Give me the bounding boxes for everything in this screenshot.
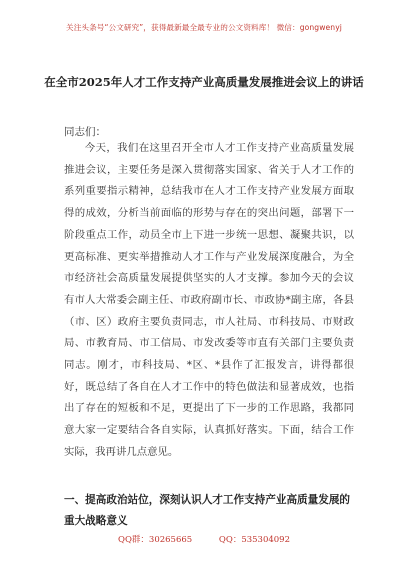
- footer-qq: QQ：535304092: [218, 535, 290, 545]
- footer-qq-group: QQ群：30265665: [117, 535, 193, 545]
- body-paragraph-container: [64, 138, 354, 464]
- body-paragraph: 今天，我们在这里召开全市人才工作支持产业高质量发展推进会议，主要任务是深入贯彻落实国家、省关于人才工作的系列重要指示精神，总结我市在人才工作支持产业发展方面取得的成效，分析当前面临的形势与存在的突出问题，部署下一阶段重点工作，动员全市上下进一步统一思想、凝聚共识，以更高标准、更实举措推动人才工作与产业发展深度融合，为全市经济社会高质量发展提供坚实的人才支撑。参加今天的会议有市人大常委会副主任、市政府副市长、市政协*副主席，各县（市、区）政府主要负责同志，市人社局、市科技局、市财政局、市教育局、市工信局、市发改委等市直有关部门主要负责同志。刚才，市科技局、*区、*县作了汇报发言，讲得都很好，既总结了各自在人才工作中的特色做法和显著成效，也指出了存在的短板和不足，更提出了下一步的工作思路，我都同意大家一定要结合各自实际，认真抓好落实。下面，结合工作实际，我再讲几点意见。: [64, 142, 354, 458]
- document-title: 在全市2025年人才工作支持产业高质量发展推进会议上的讲话: [44, 75, 364, 89]
- section-heading: 一、提高政治站位，深刻认识人才工作支持产业高质量发展的重大战略意义: [64, 494, 351, 527]
- footer: [0, 533, 408, 545]
- salutation: 同志们：: [64, 126, 106, 138]
- header-banner: 关注头条号“公文研究”，获得最新最全最专业的公文资料库！ 微信：gongwenyj: [66, 23, 342, 32]
